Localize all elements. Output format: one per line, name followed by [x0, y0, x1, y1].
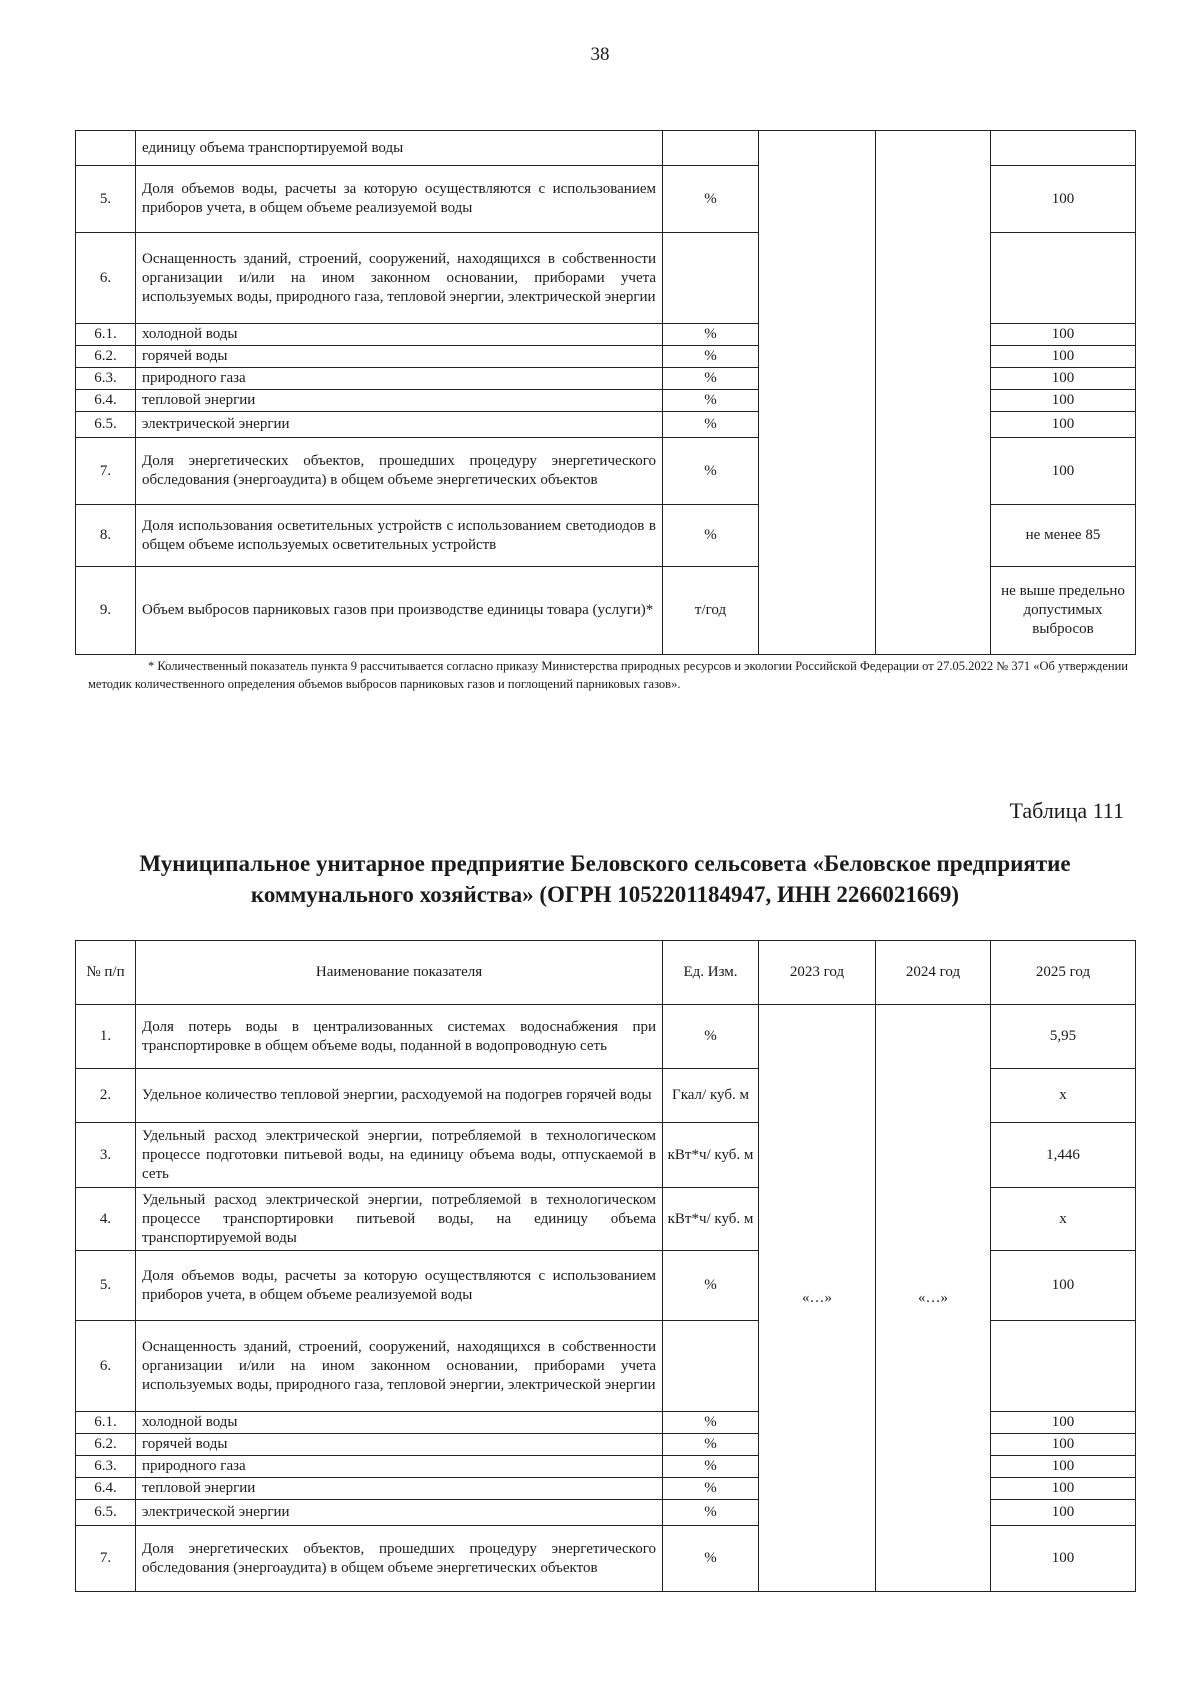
year-2025-value: 100 [991, 166, 1136, 233]
row-number: 2. [76, 1069, 136, 1123]
year-2024-merged-value: «…» [876, 1005, 991, 1592]
year-2025-value: 100 [991, 438, 1136, 505]
unit [663, 233, 759, 324]
footnote: * Количественный показатель пункта 9 рассчитывается согласно приказу Министерства природных ресурсов и экологии Российской Федерации от 27.05.2022 № 371 «Об утверждении методик количественного определения объемов выбросов парниковых газов и поглощений парниковых газов». [88, 659, 1128, 691]
year-2025-value: х [991, 1069, 1136, 1123]
year-2025-value: 100 [991, 1500, 1136, 1526]
indicator-name: Удельный расход электрической энергии, потребляемой в технологическом процессе транспортировки питьевой воды, на единицу объема транспортируемой воды [136, 1188, 663, 1251]
year-2025-value: 100 [991, 346, 1136, 368]
year-2025-value: 100 [991, 1526, 1136, 1592]
unit [663, 1321, 759, 1412]
year-2025-value [991, 131, 1136, 166]
table-row [76, 1005, 1136, 1069]
row-number: 6.5. [76, 412, 136, 438]
row-number: 7. [76, 438, 136, 505]
row-number: 6.2. [76, 1434, 136, 1456]
unit: % [663, 1526, 759, 1592]
row-number: 6.1. [76, 324, 136, 346]
unit: % [663, 390, 759, 412]
indicator-name: Доля использования осветительных устройств с использованием светодиодов в общем объеме используемых осветительных устройств [136, 505, 663, 567]
indicator-name: горячей воды [136, 346, 663, 368]
organization-title-line-2: коммунального хозяйства» (ОГРН 1052201184947, ИНН 2266021669) [250, 882, 960, 907]
row-number: 6.5. [76, 1500, 136, 1526]
indicator-name: природного газа [136, 368, 663, 390]
row-number: 5. [76, 166, 136, 233]
indicator-name: Доля объемов воды, расчеты за которую осуществляются с использованием приборов учета, в общем объеме реализуемой воды [136, 1251, 663, 1321]
indicator-name: холодной воды [136, 1412, 663, 1434]
indicator-name: природного газа [136, 1456, 663, 1478]
unit: % [663, 505, 759, 567]
header-year-2025: 2025 год [991, 941, 1136, 1005]
indicator-name: холодной воды [136, 324, 663, 346]
row-number: 1. [76, 1005, 136, 1069]
indicator-name: Доля энергетических объектов, прошедших процедуру энергетического обследования (энергоаудита) в общем объеме энергетических объектов [136, 438, 663, 505]
indicator-name: тепловой энергии [136, 1478, 663, 1500]
year-2025-value: 100 [991, 390, 1136, 412]
year-2025-value: 100 [991, 1412, 1136, 1434]
row-number: 6.4. [76, 390, 136, 412]
unit: т/год [663, 567, 759, 655]
year-2025-value [991, 1321, 1136, 1412]
unit: % [663, 1251, 759, 1321]
indicator-name: Удельный расход электрической энергии, потребляемой в технологическом процессе подготовки питьевой воды, на единицу объема воды, отпускаемой в сеть [136, 1123, 663, 1188]
row-number: 6.3. [76, 1456, 136, 1478]
unit: % [663, 368, 759, 390]
header-indicator-name: Наименование показателя [136, 941, 663, 1005]
row-number: 6.3. [76, 368, 136, 390]
page-number: 38 [590, 44, 610, 65]
unit: кВт*ч/ куб. м [663, 1188, 759, 1251]
year-2023-cell [759, 131, 876, 655]
year-2025-value: 100 [991, 1478, 1136, 1500]
unit: % [663, 1434, 759, 1456]
year-2025-value: 100 [991, 368, 1136, 390]
row-number: 3. [76, 1123, 136, 1188]
indicators-table-continued [75, 130, 1136, 655]
indicator-name: горячей воды [136, 1434, 663, 1456]
unit: % [663, 1456, 759, 1478]
row-number: 6. [76, 1321, 136, 1412]
year-2025-value: 100 [991, 412, 1136, 438]
table-row [76, 131, 1136, 166]
indicator-name: Доля объемов воды, расчеты за которую осуществляются с использованием приборов учета, в общем объеме реализуемой воды [136, 166, 663, 233]
header-year-2023: 2023 год [759, 941, 876, 1005]
row-number [76, 131, 136, 166]
unit: кВт*ч/ куб. м [663, 1123, 759, 1188]
row-number: 6.1. [76, 1412, 136, 1434]
year-2025-value: 100 [991, 1434, 1136, 1456]
indicator-name: тепловой энергии [136, 390, 663, 412]
indicator-name: Оснащенность зданий, строений, сооружений, находящихся в собственности организации и/или на ином законном основании, приборами учета используемых воды, природного газа, тепловой энергии, электрической энергии [136, 1321, 663, 1412]
row-number: 7. [76, 1526, 136, 1592]
unit: % [663, 438, 759, 505]
header-unit: Ед. Изм. [663, 941, 759, 1005]
indicator-name: электрической энергии [136, 412, 663, 438]
year-2025-value: 100 [991, 1456, 1136, 1478]
year-2023-merged-value: «…» [759, 1005, 876, 1592]
unit: % [663, 1412, 759, 1434]
year-2025-value: х [991, 1188, 1136, 1251]
indicator-name: Доля потерь воды в централизованных системах водоснабжения при транспортировке в общем объеме воды, поданной в водопроводную сеть [136, 1005, 663, 1069]
unit: Гкал/ куб. м [663, 1069, 759, 1123]
organization-title-line-1: Муниципальное унитарное предприятие Беловского сельсовета «Беловское предприятие [139, 851, 1071, 876]
indicator-name: единицу объема транспортируемой воды [136, 131, 663, 166]
indicator-name: электрической энергии [136, 1500, 663, 1526]
row-number: 4. [76, 1188, 136, 1251]
row-number: 6.2. [76, 346, 136, 368]
year-2025-value: 100 [991, 1251, 1136, 1321]
header-year-2024: 2024 год [876, 941, 991, 1005]
year-2025-value: 1,446 [991, 1123, 1136, 1188]
indicator-name: Удельное количество тепловой энергии, расходуемой на подогрев горячей воды [136, 1069, 663, 1123]
year-2025-value: не выше предельно допустимых выбросов [991, 567, 1136, 655]
organization-title [75, 848, 1135, 910]
row-number: 8. [76, 505, 136, 567]
unit: % [663, 324, 759, 346]
row-number: 5. [76, 1251, 136, 1321]
indicators-table [75, 940, 1136, 1592]
unit: % [663, 1500, 759, 1526]
table-caption: Таблица 111 [1009, 798, 1124, 823]
unit: % [663, 412, 759, 438]
table-header-row [76, 941, 1136, 1005]
indicator-name: Объем выбросов парниковых газов при производстве единицы товара (услуги)* [136, 567, 663, 655]
row-number: 9. [76, 567, 136, 655]
header-number: № п/п [76, 941, 136, 1005]
unit: % [663, 1478, 759, 1500]
year-2025-value: 5,95 [991, 1005, 1136, 1069]
unit: % [663, 346, 759, 368]
year-2025-value [991, 233, 1136, 324]
indicator-name: Оснащенность зданий, строений, сооружений, находящихся в собственности организации и/или на ином законном основании, приборами учета используемых воды, природного газа, тепловой энергии, электрической энергии [136, 233, 663, 324]
indicator-name: Доля энергетических объектов, прошедших процедуру энергетического обследования (энергоаудита) в общем объеме энергетических объектов [136, 1526, 663, 1592]
row-number: 6. [76, 233, 136, 324]
year-2024-cell [876, 131, 991, 655]
row-number: 6.4. [76, 1478, 136, 1500]
unit [663, 131, 759, 166]
year-2025-value: не менее 85 [991, 505, 1136, 567]
year-2025-value: 100 [991, 324, 1136, 346]
unit: % [663, 166, 759, 233]
unit: % [663, 1005, 759, 1069]
